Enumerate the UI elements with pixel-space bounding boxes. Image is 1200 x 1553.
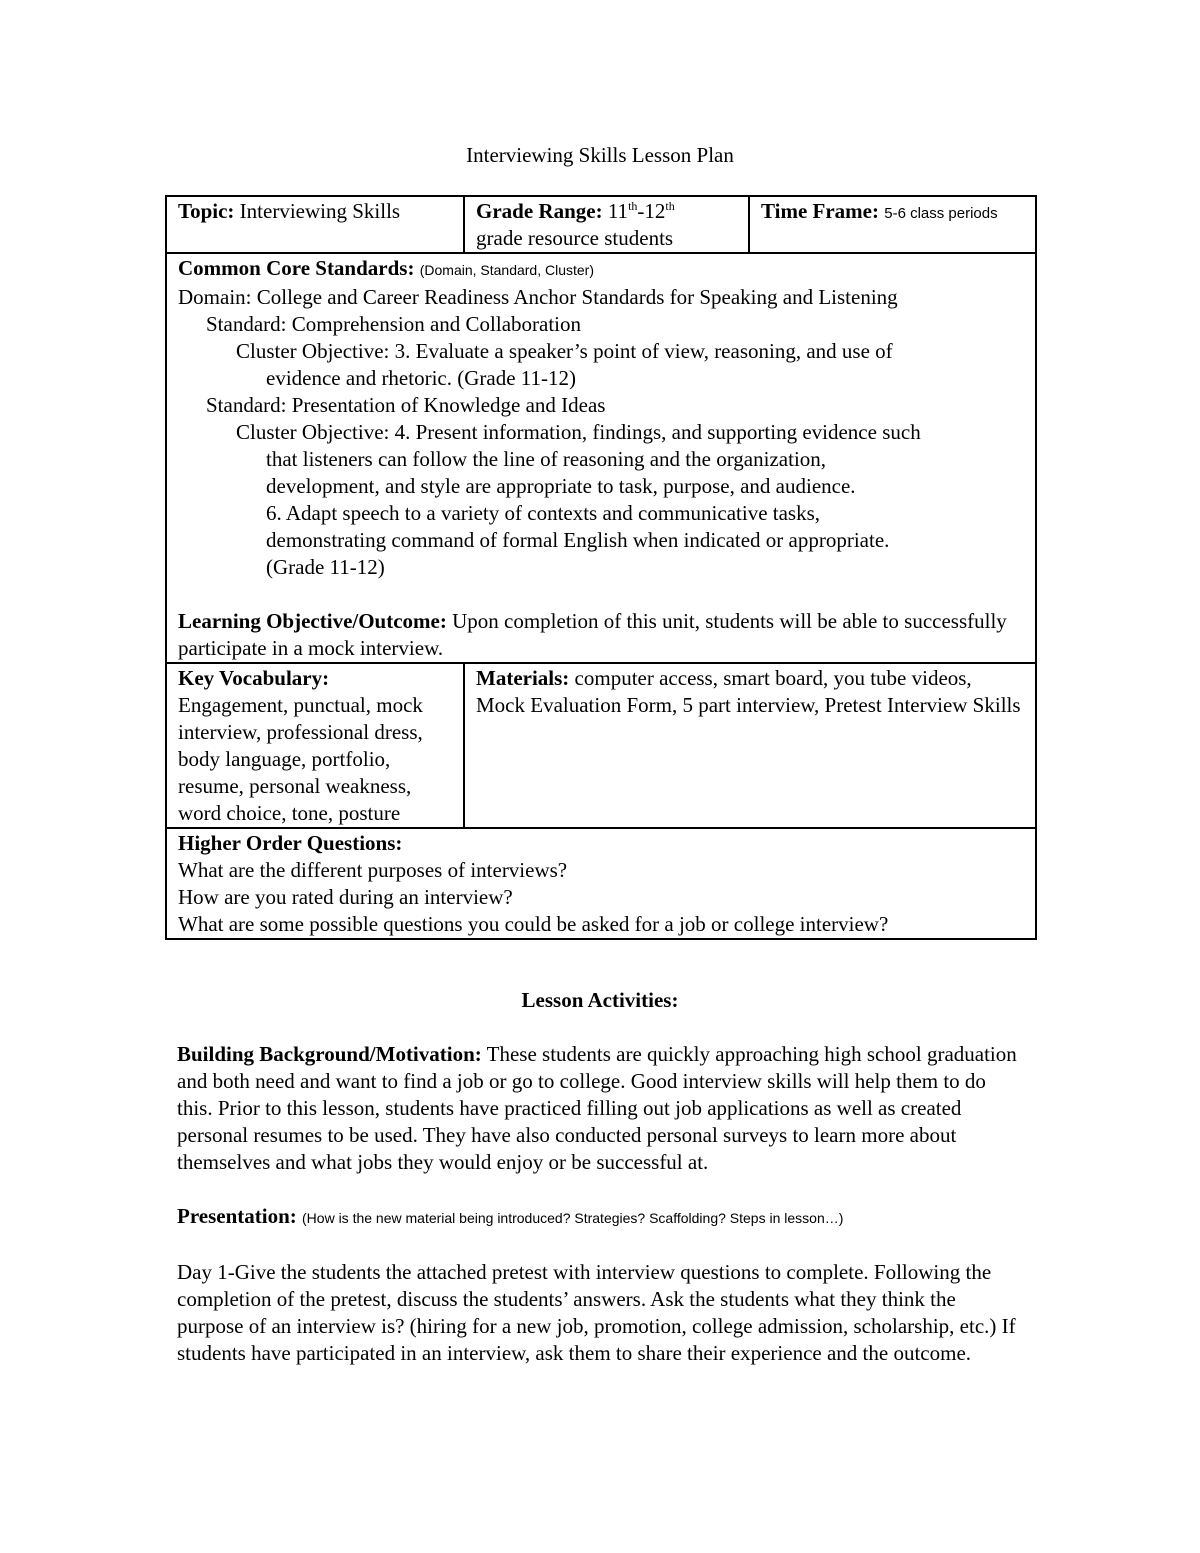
building-background-paragraph	[177, 1041, 1023, 1176]
grade-start-suffix: th	[628, 199, 638, 213]
document-title: Interviewing Skills Lesson Plan	[466, 143, 734, 167]
question-item: How are you rated during an interview?	[178, 885, 513, 909]
grade-range-rest: grade resource students	[476, 226, 674, 250]
materials-label: Materials:	[476, 666, 570, 690]
vocab-materials-row	[166, 663, 1036, 828]
standards-label: Common Core Standards:	[178, 256, 415, 280]
standards-row	[166, 253, 1036, 663]
materials-cell	[464, 663, 1036, 828]
lesson-activities-heading: Lesson Activities:	[521, 988, 679, 1012]
grade-separator: -12	[637, 199, 666, 223]
cluster-objective-3-line2: evidence and rhetoric. (Grade 11-12)	[266, 366, 576, 390]
lesson-plan-table	[165, 195, 1037, 940]
grade-end-suffix: th	[665, 199, 675, 213]
cluster-objective-3-line1: Cluster Objective: 3. Evaluate a speaker’s point of view, reasoning, and use of	[236, 339, 893, 363]
standards-note: (Domain, Standard, Cluster)	[419, 262, 595, 278]
topic-value: Interviewing Skills	[239, 199, 401, 223]
lesson-activities-section	[177, 987, 1047, 1367]
time-frame-cell	[749, 196, 1036, 253]
standard-comprehension: Standard: Comprehension and Collaboration	[206, 312, 582, 336]
question-item: What are some possible questions you could be asked for a job or college interview?	[178, 912, 889, 936]
grade-range-label: Grade Range:	[476, 199, 603, 223]
presentation-note: (How is the new material being introduced? Strategies? Scaffolding? Steps in lesson…)	[302, 1210, 844, 1226]
question-item: What are the different purposes of interviews?	[178, 858, 568, 882]
presentation-label: Presentation:	[177, 1204, 297, 1228]
time-frame-value: 5-6 class periods	[884, 205, 998, 222]
presentation-paragraph	[177, 1203, 1047, 1232]
vocabulary-label: Key Vocabulary:	[178, 666, 330, 690]
cluster-objective-4-line2: that listeners can follow the line of reasoning and the organization,	[266, 447, 827, 471]
vocabulary-text: Engagement, punctual, mock interview, professional dress, body language, portfolio, resume, personal weakness, word choice, tone, posture	[178, 693, 423, 825]
questions-label: Higher Order Questions:	[178, 831, 403, 855]
cluster-objective-4-line1: Cluster Objective: 4. Present information, findings, and supporting evidence such	[236, 420, 921, 444]
building-background-text: These students are quickly approaching high school graduation and both need and want to find a job or go to college. Good interview skills will help them to do this. Prior to this lesson, students have practiced filling out job applications as well as created personal resumes to be used. They have also conducted personal surveys to learn more about themselves and what jobs they would enjoy or be successful at.	[177, 1042, 1017, 1174]
grade-start: 11	[607, 199, 629, 223]
building-background-label: Building Background/Motivation:	[177, 1042, 482, 1066]
cluster-objective-6-line3: (Grade 11-12)	[266, 555, 385, 579]
learning-objective-label: Learning Objective/Outcome:	[178, 609, 447, 633]
day1-paragraph: Day 1-Give the students the attached pretest with interview questions to complete. Following the completion of the pretest, discuss the students’ answers. Ask the students what they think the purpose of an interview is? (hiring for a new job, promotion, college admission, scholarship, etc.) If students have participated in an interview, ask them to share their experience and the outcome.	[177, 1260, 1016, 1365]
cluster-objective-6-line1: 6. Adapt speech to a variety of contexts and communicative tasks,	[266, 501, 821, 525]
standards-cell	[166, 253, 1036, 663]
topic-cell	[166, 196, 464, 253]
topic-label: Topic:	[178, 199, 235, 223]
learning-objective-text: Upon completion of this unit, students will be able to successfully participate in a mock interview.	[178, 609, 1007, 660]
time-frame-label: Time Frame:	[761, 199, 879, 223]
materials-text: computer access, smart board, you tube videos, Mock Evaluation Form, 5 part interview, Pretest Interview Skills	[476, 666, 1021, 717]
standards-domain: Domain: College and Career Readiness Anchor Standards for Speaking and Listening	[178, 285, 898, 309]
grade-range-cell	[464, 196, 749, 253]
cluster-objective-6-line2: demonstrating command of formal English when indicated or appropriate.	[266, 528, 890, 552]
cluster-objective-4-line3: development, and style are appropriate to task, purpose, and audience.	[266, 474, 856, 498]
vocabulary-cell	[166, 663, 464, 828]
header-row	[166, 196, 1036, 253]
questions-cell	[166, 828, 1036, 939]
standard-presentation: Standard: Presentation of Knowledge and Ideas	[206, 393, 606, 417]
questions-row	[166, 828, 1036, 939]
